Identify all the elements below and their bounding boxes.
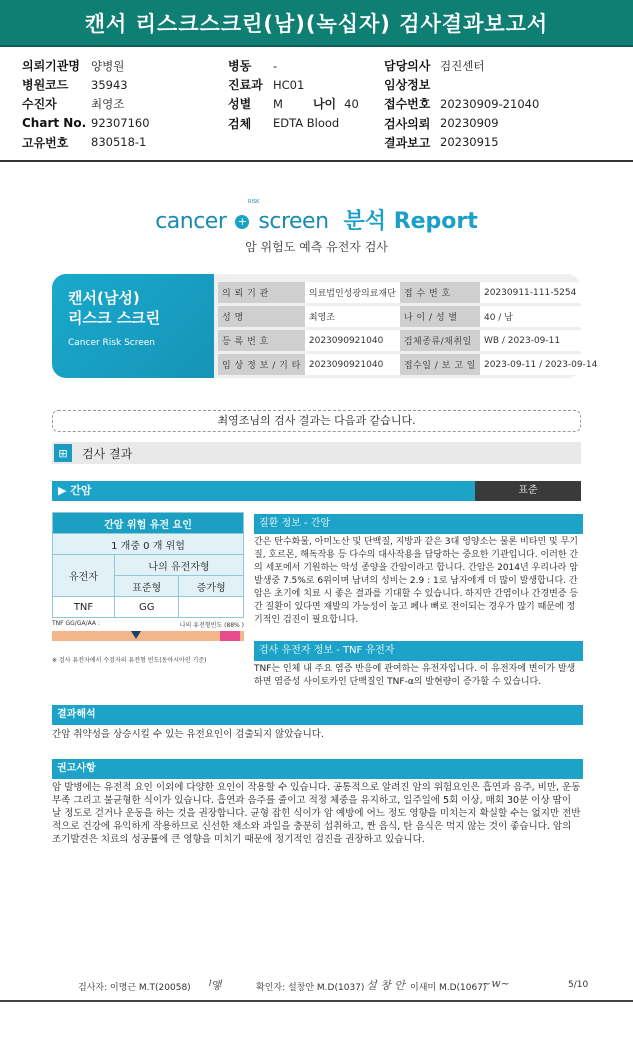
info-row-chart-no: Chart No. 92307160 [22, 116, 150, 131]
gene-info-header: 검사 유전자 정보 - TNF 유전자 [254, 641, 583, 661]
patient-info-column-3 [384, 56, 539, 152]
gauge-right-label: 나의 유전형빈도 (88% ) [179, 622, 244, 629]
frequency-gauge [52, 631, 244, 641]
brand-logo-screen: screen [258, 209, 329, 234]
gauge-marker-icon [131, 631, 141, 639]
info-row-department: 진료과 HC01 [228, 77, 305, 93]
signature-3: ~w~ [482, 977, 510, 990]
gauge-note: ※ 검사 유전자에서 수검자의 유전형 빈도(동아시아인 기준) [52, 657, 207, 664]
risk-table-summary: 1 개중 0 개 위험 [53, 534, 244, 555]
page-number: 5/10 [568, 980, 589, 990]
info-row-receipt-no: 접수번호 20230909-21040 [384, 96, 540, 112]
report-title: 캔서 리스크스크린(남)(녹십자) 검사결과보고서 [0, 0, 633, 47]
result-box-icon: ⊞ [54, 444, 72, 462]
info-row-request-date: 검사의뢰 20230909 [384, 116, 499, 131]
risk-table-title: 간암 위험 유전 요인 [53, 513, 244, 534]
signature-footer [78, 977, 589, 996]
gauge-left-label: TNF GG/GA/AA : [52, 620, 100, 627]
card-row: 등 록 번 호 2023090921040 검체종류/채취일 WB / 2023-09-11 [218, 330, 601, 351]
recommendation-text: 암 발병에는 유전적 요인 이외에 다양한 요인이 작용할 수 있습니다. 공통적으로 알려진 암의 위험요인은 흡연과 음주, 비만, 운동 부족 그리고 불균형한 식이가 있습니다. 흡연과 음주를 줄이고 적정 체중을 유지하고, 일주일에 5회 이상, 매회 30분 이상 땀이 날 정도로 걷거나 운동을 하는 것을 권장합니다. 균형 잡힌 식이가 암 예방에 어느 정도 영향을 미치는지 확실할 수는 없지만 전반적으로 건강에 유익하게 작용하므로 신선한 채소와 과일을 충분히 섭취하고, 짠 음식, 탄 음식은 먹지 않는 것이 좋습니다. 암의 조기발견은 치료의 성공률에 큰 영향을 미치기 때문에 정기적인 검진을 권장하고 있습니다. [52, 782, 581, 845]
table-row [53, 597, 244, 618]
brand-report-label: 분석 Report [343, 209, 478, 234]
gene-info-text: TNF는 인체 내 주요 염증 반응에 관여하는 유전자입니다. 이 유전자에 변이가 발생하면 염증성 사이토카인 단백질인 TNF-α의 발현량이 증가할 수 있습니다. [254, 664, 576, 687]
info-row-sex-age: 성별 M 나이 40 [228, 96, 359, 112]
brand-subtitle: 암 위험도 예측 유전자 검사 [245, 240, 388, 254]
cancer-type-bar [52, 481, 581, 501]
gauge-risk-segment [220, 631, 240, 641]
signature-1: ᅵ앻 [200, 979, 222, 992]
card-row: 임 상 정 보 / 기 타 2023090921040 접수일 / 보 고 일 2023-09-11 / 2023-09-14 [218, 354, 601, 375]
disease-info-text: 간은 탄수화물, 아미노산 및 단백질, 지방과 같은 3대 영양소는 물론 비타민 및 무기질, 호르몬, 해독작용 등 다수의 대사작용을 담당하는 중요한 기관입니다. 이러한 간의 세포에서 기원하는 악성 종양을 간암이라고 합니다. 간암은 2014년 우리나라 암 발생중 7.5%로 6위이며 남녀의 성비는 2.9 : 1로 남자에게 더 많이 발생합니다. 간암은 초기에 치료 시 좋은 결과를 기대할 수 있습니다. 하지만 간염이나 간경변증 등 간 질환이 있다면 재발의 가능성이 높고 폐나 뼈로 전이되는 경우가 많기 때문에 정기적인 검진이 필요합니다. [254, 537, 579, 625]
risk-table-gene-header: 유전자 [53, 555, 115, 597]
brand-logo [0, 204, 633, 235]
status-badge: 표준 [475, 481, 581, 501]
brand-logo-cancer: cancer [155, 209, 227, 234]
info-row-institution: 의뢰기관명 양병원 [22, 58, 125, 74]
interpretation-header: 결과해석 [52, 705, 583, 725]
card-row: 의 뢰 기 관 의료법인성광의료재단 접 수 번 호 20230911-111-5254 [218, 282, 601, 303]
header-divider [0, 160, 633, 162]
signer-3: 이새미 M.D(1067) [410, 983, 487, 993]
info-row-report-date: 결과보고 20230915 [384, 135, 499, 150]
result-notice: 최영조님의 검사 결과는 다음과 같습니다. [52, 410, 581, 432]
summary-card-table [218, 279, 601, 378]
patient-info-grid [22, 56, 622, 152]
info-row-patient: 수진자 최영조 [22, 96, 125, 112]
info-row-hospital-code: 병원코드 35943 [22, 77, 128, 93]
signer-2: 확인자: 설창안 M.D(1037) [256, 983, 365, 993]
risk-table-standard-header: 표준형 [115, 576, 179, 597]
disease-info-header: 질환 정보 - 간암 [254, 514, 583, 534]
patient-info-column-2 [228, 56, 359, 133]
cancer-type-name: ▶ 간암 [58, 484, 92, 497]
info-row-ward: 병동 - [228, 58, 278, 74]
signer-1: 검사자: 이명근 M.T(20058) [78, 983, 191, 993]
summary-card [52, 274, 598, 378]
bottom-divider [0, 1000, 633, 1002]
info-row-doctor: 담당의사 검진센터 [384, 58, 485, 74]
summary-card-title: 캔서(남성) 리스크 스크린 Cancer Risk Screen [52, 274, 214, 378]
gene-increase-value [179, 597, 244, 618]
patient-info-column-1 [22, 56, 150, 152]
brand-risk-mark: RISK [248, 199, 260, 205]
risk-table-genotype-header: 나의 유전자형 [115, 555, 244, 576]
risk-factor-table [52, 512, 244, 618]
recommendation-header: 권고사항 [52, 759, 583, 779]
info-row-specimen: 검체 EDTA Blood [228, 116, 340, 131]
interpretation-text: 간암 취약성을 상승시킬 수 있는 유전요인이 검출되지 않았습니다. [52, 729, 324, 740]
section-header-results: ⊞ 검사 결과 [52, 442, 581, 464]
signature-2: 설 창 안 [366, 979, 405, 992]
gene-standard-value: GG [115, 597, 179, 618]
info-row-unique-id: 고유번호 830518-1 [22, 135, 147, 150]
card-row: 성 명 최영조 나 이 / 성 별 40 / 남 [218, 306, 601, 327]
risk-factor-box [52, 512, 244, 664]
risk-table-increase-header: 증가형 [179, 576, 244, 597]
info-row-clinical-info: 임상정보 [384, 78, 431, 93]
gene-name: TNF [53, 597, 115, 618]
plus-icon: + [235, 215, 249, 229]
